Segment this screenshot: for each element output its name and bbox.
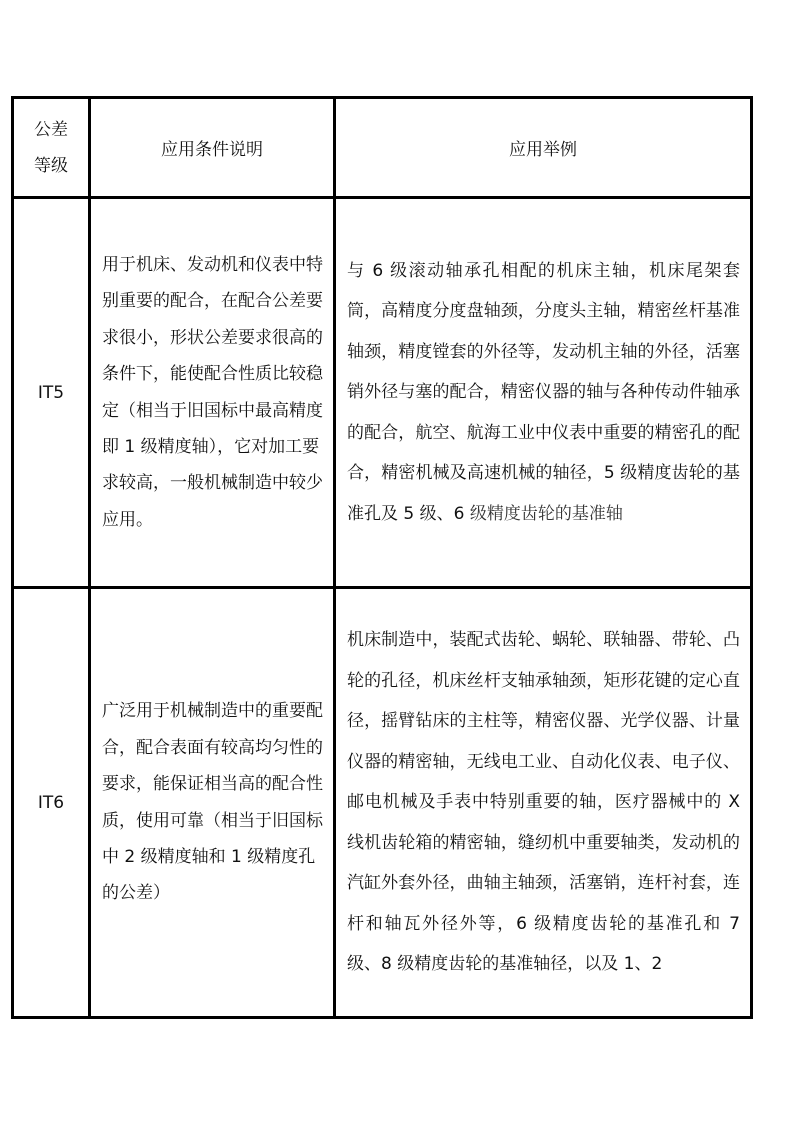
examples-block: [336, 251, 750, 535]
table-row: [13, 198, 752, 588]
header-condition: 应用条件说明: [161, 140, 263, 160]
examples-text: 机床制造中，装配式齿轮、蜗轮、联轴器、带轮、凸轮的孔径，机床丝杆支轴承轴颈，矩形花键的定心直径，摇臂钻床的主柱等，精密仪器、光学仪器、计量仪器的精密轴，无线电工业、自动化仪表、电子仪、邮电机械及手表中特别重要的轴，医疗器械中的 X 线机齿轮箱的精密轴，缝纫机中重要轴类，发动机的汽缸外套外径，曲轴主轴颈，活塞销，连杆衬套，连杆和轴瓦外径外等，6 级精度齿轮的基准孔和 7 级、8 级精度齿轮的基准轴径，以及 1、2: [347, 630, 740, 975]
header-examples: 应用举例: [509, 140, 577, 160]
examples-cell: [335, 198, 752, 588]
examples-text: 与 6 级滚动轴承孔相配的机床主轴，机床尾架套筒，高精度分度盘轴颈，分度头主轴，精密丝杆基准轴颈，精度镗套的外径等，发动机主轴的外径，活塞销外径与塞的配合，精密仪器的轴与各种传动件轴承的配合，航空、航海工业中仪表中重要的精密孔的配合，精密机械及高速机械的轴径，5 级精度齿轮的基准孔及 5 级、6: [347, 260, 740, 524]
header-condition-cell: [90, 98, 335, 198]
header-grade-cell: [13, 98, 90, 198]
grade-cell: [13, 588, 90, 1018]
header-examples-cell: [335, 98, 752, 198]
condition-text: 广泛用于机械制造中的重要配合，配合表面有较高均匀性的要求，能保证相当高的配合性质，使用可靠（相当于旧国标中 2 级精度轴和 1 级精度孔的公差）: [102, 701, 323, 904]
grade-value: IT5: [37, 382, 65, 403]
condition-cell: [90, 588, 335, 1018]
examples-cell: [335, 588, 752, 1018]
header-grade-line2: 等级: [34, 155, 68, 176]
table-header-row: [13, 98, 752, 198]
grade-cell: [13, 198, 90, 588]
grade-value: IT6: [37, 792, 65, 813]
table-row: [13, 588, 752, 1018]
examples-text-tail: 级精度齿轮的基准轴: [469, 503, 623, 524]
header-grade-line1: 公差: [34, 119, 68, 140]
condition-cell: [90, 198, 335, 588]
tolerance-grade-table: [11, 96, 753, 1019]
condition-text: 用于机床、发动机和仪表中特别重要的配合，在配合公差要求很小，形状公差要求很高的条件下，能使配合性质比较稳定（相当于旧国标中最高精度即 1 级精度轴），它对加工要求较高，一般机械制造中较少应用。: [102, 254, 323, 530]
